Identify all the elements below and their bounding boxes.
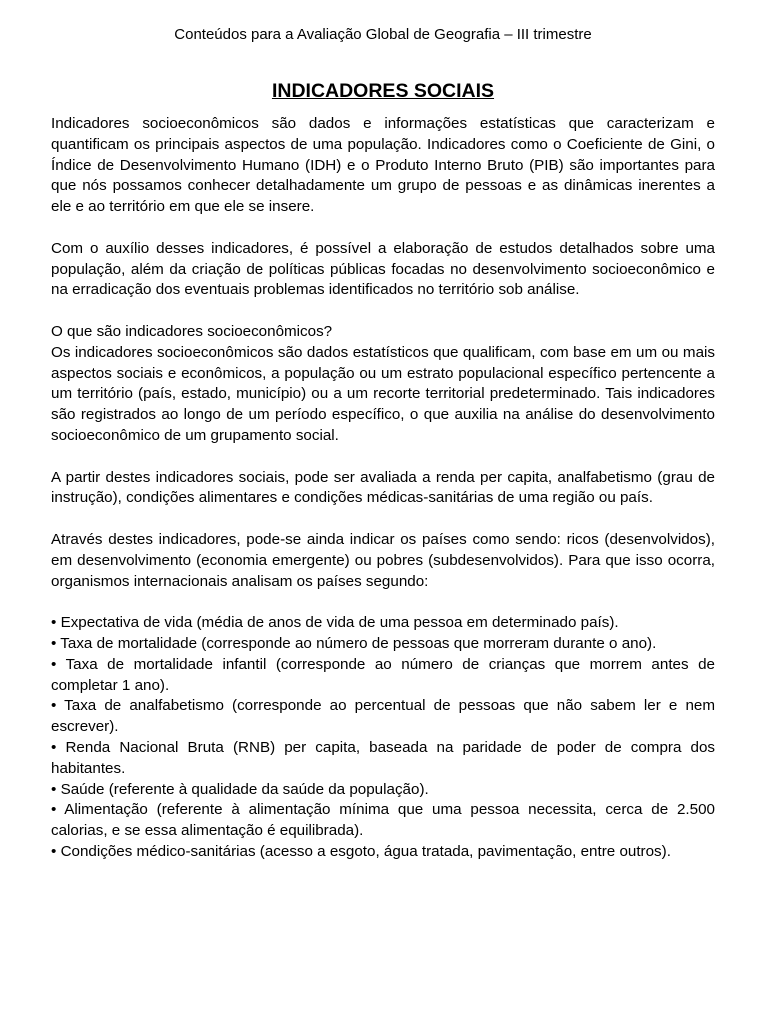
list-item-text: Taxa de mortalidade infantil (corresponde ao número de crianças que morrem antes de completar 1 ano).	[51, 655, 715, 694]
list-item	[51, 655, 715, 697]
list-item-text: Taxa de mortalidade (corresponde ao número de pessoas que morreram durante o ano).	[60, 634, 657, 652]
bullet-icon: •	[51, 697, 57, 715]
document-title: INDICADORES SOCIAIS	[271, 80, 495, 102]
paragraph-renda: A partir destes indicadores sociais, pode ser avaliada a renda per capita, analfabetismo (grau de instrução), condições alimentares e condições médicas-sanitárias de uma região ou país.	[51, 468, 715, 507]
list-item	[51, 634, 715, 655]
list-item	[51, 780, 715, 801]
paragraph-definicao: Os indicadores socioeconômicos são dados estatísticos que qualificam, com base em um ou mais aspectos sociais e econômicos, a população ou um estrato populacional específico pertencente a um território (país, estado, município) ou a um recorte territorial predeterminado. Tais indicadores são registrados ao longo de um período específico, o que auxilia na análise do desenvolvimento socioeconômico de um grupamento social.	[51, 343, 715, 444]
list-item	[51, 800, 715, 842]
list-item-text: Saúde (referente à qualidade da saúde da população).	[60, 780, 429, 798]
paragraph-intro: Indicadores socioeconômicos são dados e informações estatísticas que caracterizam e quantificam os principais aspectos de uma população. Indicadores como o Coeficiente de Gini, o Índice de Desenvolvimento Humano (IDH) e o Produto Interno Bruto (PIB) são importantes para que nós possamos conhecer detalhadamente um grupo de pessoas e as dinâmicas inerentes a ele e ao território em que ele se insere.	[51, 115, 715, 216]
list-item-text: Renda Nacional Bruta (RNB) per capita, baseada na paridade de poder de compra dos habitantes.	[51, 738, 715, 777]
list-item	[51, 842, 715, 863]
paragraph-auxilio: Com o auxílio desses indicadores, é possível a elaboração de estudos detalhados sobre uma população, além da criação de políticas públicas focadas no desenvolvimento socioeconômico e na erradicação dos eventuais problemas identificados no território sob análise.	[51, 239, 715, 299]
bullet-icon: •	[51, 842, 57, 860]
document-header: Conteúdos para a Avaliação Global de Geografia – III trimestre	[174, 26, 592, 43]
bullet-icon: •	[51, 614, 57, 632]
list-item-text: Alimentação (referente à alimentação mínima que uma pessoa necessita, cerca de 2.500 calorias, e se essa alimentação é equilibrada).	[51, 801, 715, 840]
bullet-icon: •	[51, 655, 57, 673]
list-item	[51, 738, 715, 780]
bullet-icon: •	[51, 801, 57, 819]
bullet-icon: •	[51, 634, 57, 652]
question-heading: O que são indicadores socioeconômicos?	[51, 322, 333, 340]
list-item-text: Condições médico-sanitárias (acesso a esgoto, água tratada, pavimentação, entre outros).	[60, 842, 671, 860]
list-item-text: Taxa de analfabetismo (corresponde ao percentual de pessoas que não sabem ler e nem escrever).	[51, 697, 715, 736]
indicator-list	[51, 613, 715, 863]
list-item-text: Expectativa de vida (média de anos de vida de uma pessoa em determinado país).	[60, 614, 619, 632]
document-page	[51, 24, 715, 863]
paragraph-classificacao: Através destes indicadores, pode-se ainda indicar os países como sendo: ricos (desenvolvidos), em desenvolvimento (economia emergente) ou pobres (subdesenvolvidos). Para que isso ocorra, organismos internacionais analisam os países segundo:	[51, 530, 715, 590]
bullet-icon: •	[51, 738, 57, 756]
bullet-icon: •	[51, 780, 57, 798]
list-item	[51, 696, 715, 738]
list-item	[51, 613, 715, 634]
